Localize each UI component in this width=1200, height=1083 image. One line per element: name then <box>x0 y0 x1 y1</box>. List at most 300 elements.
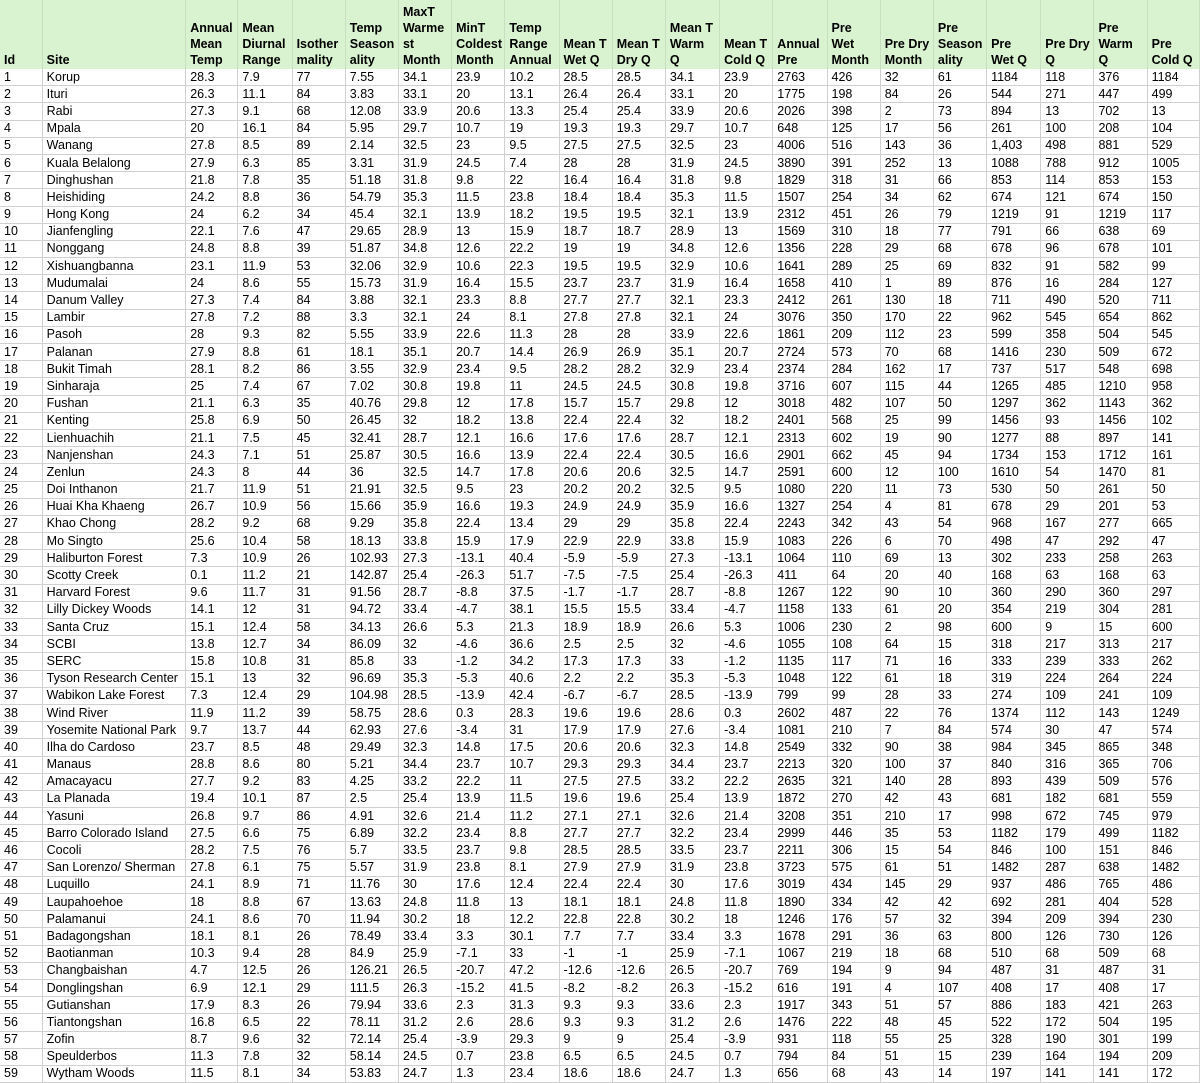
table-cell: 32.06 <box>345 258 398 275</box>
table-cell: -4.7 <box>720 601 773 618</box>
table-cell: 24 <box>186 275 238 292</box>
table-cell: 126 <box>1147 928 1199 945</box>
table-cell: 18.9 <box>559 619 612 636</box>
table-cell: 32.41 <box>345 429 398 446</box>
table-cell: 35 <box>0 653 42 670</box>
table-cell: 26 <box>0 498 42 515</box>
table-cell: 71 <box>880 653 933 670</box>
table-cell: 26 <box>292 550 345 567</box>
table-cell: 9 <box>559 1031 612 1048</box>
table-cell: 167 <box>1041 515 1094 532</box>
table-cell: 485 <box>1041 378 1094 395</box>
table-cell: 69 <box>1147 223 1199 240</box>
table-cell: 1775 <box>773 86 827 103</box>
table-cell: 1267 <box>773 584 827 601</box>
table-cell: 32.3 <box>665 739 719 756</box>
table-cell: 19.6 <box>559 704 612 721</box>
table-cell: 43 <box>880 1065 933 1082</box>
table-cell: 15.9 <box>452 533 505 550</box>
table-cell: 54 <box>933 515 986 532</box>
table-cell: 504 <box>1094 1014 1147 1031</box>
table-cell: 15.7 <box>612 395 665 412</box>
table-cell: 304 <box>1094 601 1147 618</box>
table-cell: -13.1 <box>452 550 505 567</box>
table-cell: 58.75 <box>345 704 398 721</box>
table-cell: 20 <box>452 86 505 103</box>
table-cell: 25.4 <box>398 567 451 584</box>
table-cell: 1064 <box>773 550 827 567</box>
table-cell: 1265 <box>987 378 1041 395</box>
table-cell: 112 <box>1041 704 1094 721</box>
table-cell: Mo Singto <box>42 533 186 550</box>
table-cell: 51 <box>292 447 345 464</box>
table-cell: 897 <box>1094 429 1147 446</box>
table-cell: 22.2 <box>505 240 559 257</box>
table-cell: -7.1 <box>452 945 505 962</box>
table-cell: 698 <box>1147 361 1199 378</box>
table-cell: 33 <box>505 945 559 962</box>
table-cell: 31 <box>0 584 42 601</box>
table-cell: 1416 <box>987 344 1041 361</box>
table-cell: 4 <box>0 120 42 137</box>
table-row <box>0 361 1200 378</box>
table-cell: 32.9 <box>665 258 719 275</box>
table-cell: 24.5 <box>398 1048 451 1065</box>
table-cell: 19.3 <box>559 120 612 137</box>
table-cell: 61 <box>880 601 933 618</box>
table-cell: 26 <box>292 997 345 1014</box>
table-cell: 32.1 <box>665 206 719 223</box>
table-cell: 28.3 <box>186 69 238 86</box>
table-cell: 8 <box>238 464 292 481</box>
table-cell: 3.88 <box>345 292 398 309</box>
table-cell: 26.8 <box>186 808 238 825</box>
table-cell: 3019 <box>773 876 827 893</box>
table-cell: 8.7 <box>186 1031 238 1048</box>
table-cell: 263 <box>1147 550 1199 567</box>
table-cell: 1006 <box>773 619 827 636</box>
table-cell: -3.4 <box>452 722 505 739</box>
table-cell: 50 <box>1147 481 1199 498</box>
table-cell: 27.7 <box>559 292 612 309</box>
table-cell: 33.9 <box>665 326 719 343</box>
table-cell: 32.5 <box>665 464 719 481</box>
table-cell: 94.72 <box>345 601 398 618</box>
table-cell: 4.91 <box>345 808 398 825</box>
table-row <box>0 928 1200 945</box>
table-cell: 143 <box>880 137 933 154</box>
table-cell: 34.8 <box>398 240 451 257</box>
table-cell: 121 <box>1041 189 1094 206</box>
table-cell: 10.7 <box>452 120 505 137</box>
table-cell: 25.4 <box>665 567 719 584</box>
table-cell: 498 <box>987 533 1041 550</box>
table-cell: 8.6 <box>238 756 292 773</box>
table-cell: 61 <box>880 670 933 687</box>
table-cell: 15.66 <box>345 498 398 515</box>
table-cell: 89 <box>933 275 986 292</box>
table-cell: 334 <box>827 894 880 911</box>
table-cell: Tyson Research Center <box>42 670 186 687</box>
table-cell: 421 <box>1094 997 1147 1014</box>
table-cell: 33.5 <box>665 842 719 859</box>
table-cell: 1476 <box>773 1014 827 1031</box>
table-cell: 8.8 <box>505 825 559 842</box>
table-cell: 681 <box>1094 790 1147 807</box>
table-cell: 281 <box>1041 894 1094 911</box>
table-cell: 30 <box>665 876 719 893</box>
table-cell: -26.3 <box>452 567 505 584</box>
table-row <box>0 137 1200 154</box>
table-cell: 21 <box>0 412 42 429</box>
table-cell: 32 <box>933 911 986 928</box>
table-cell: 18.1 <box>186 928 238 945</box>
table-cell: 42 <box>880 894 933 911</box>
table-cell: 58 <box>292 619 345 636</box>
table-cell: 446 <box>827 825 880 842</box>
table-cell: 2026 <box>773 103 827 120</box>
table-cell: 23.8 <box>452 859 505 876</box>
table-cell: 13.63 <box>345 894 398 911</box>
table-cell: 239 <box>987 1048 1041 1065</box>
table-cell: 702 <box>1094 103 1147 120</box>
table-cell: 16 <box>1041 275 1094 292</box>
table-cell: Palanan <box>42 344 186 361</box>
table-cell: 411 <box>773 567 827 584</box>
table-cell: 261 <box>827 292 880 309</box>
table-cell: 141 <box>1041 1065 1094 1082</box>
table-cell: La Planada <box>42 790 186 807</box>
table-cell: 310 <box>827 223 880 240</box>
table-cell: 9.7 <box>186 722 238 739</box>
table-cell: 301 <box>1094 1031 1147 1048</box>
table-cell: 59 <box>0 1065 42 1082</box>
table-cell: 28.5 <box>612 69 665 86</box>
table-cell: 22 <box>292 1014 345 1031</box>
table-cell: 894 <box>987 103 1041 120</box>
table-cell: 447 <box>1094 86 1147 103</box>
table-cell: 56 <box>933 120 986 137</box>
table-cell: 89 <box>292 137 345 154</box>
table-cell: 19.5 <box>559 206 612 223</box>
table-row <box>0 859 1200 876</box>
table-cell: Wytham Woods <box>42 1065 186 1082</box>
table-cell: 133 <box>827 601 880 618</box>
table-cell: 24 <box>720 309 773 326</box>
table-cell: 53.83 <box>345 1065 398 1082</box>
table-row <box>0 997 1200 1014</box>
table-cell: 3.31 <box>345 154 398 171</box>
table-cell: 10.9 <box>238 550 292 567</box>
table-cell: 316 <box>1041 756 1094 773</box>
table-cell: 12.2 <box>505 911 559 928</box>
table-cell: 32.1 <box>665 309 719 326</box>
table-cell: 32 <box>0 601 42 618</box>
table-cell: 302 <box>987 550 1041 567</box>
table-cell: 343 <box>827 997 880 1014</box>
table-cell: 3.3 <box>452 928 505 945</box>
table-cell: -7.1 <box>720 945 773 962</box>
table-cell: 30.2 <box>665 911 719 928</box>
table-cell: 26.5 <box>398 962 451 979</box>
table-cell: 9.5 <box>452 481 505 498</box>
column-header: Pre Season ality <box>933 0 986 69</box>
table-cell: 1327 <box>773 498 827 515</box>
table-cell: 15.7 <box>559 395 612 412</box>
table-cell: 28 <box>292 945 345 962</box>
table-cell: 25 <box>880 412 933 429</box>
table-cell: 20 <box>186 120 238 137</box>
table-cell: 28.8 <box>186 756 238 773</box>
table-cell: 33 <box>398 653 451 670</box>
table-cell: -8.8 <box>452 584 505 601</box>
table-cell: 12.08 <box>345 103 398 120</box>
table-cell: 24.5 <box>720 154 773 171</box>
table-cell: 51.87 <box>345 240 398 257</box>
table-cell: 191 <box>827 979 880 996</box>
table-cell: 27.5 <box>186 825 238 842</box>
table-row <box>0 636 1200 653</box>
table-cell: 58 <box>0 1048 42 1065</box>
table-cell: 516 <box>827 137 880 154</box>
table-cell: 18.1 <box>612 894 665 911</box>
table-cell: 45 <box>933 1014 986 1031</box>
table-cell: Manaus <box>42 756 186 773</box>
table-cell: 318 <box>987 636 1041 653</box>
table-cell: 1456 <box>987 412 1041 429</box>
table-cell: 7 <box>880 722 933 739</box>
table-cell: 20.6 <box>452 103 505 120</box>
header-row <box>0 0 1200 69</box>
table-cell: 22 <box>0 429 42 446</box>
table-cell: 7.4 <box>505 154 559 171</box>
table-cell: 912 <box>1094 154 1147 171</box>
table-cell: 9 <box>0 206 42 223</box>
table-cell: 11.94 <box>345 911 398 928</box>
table-cell: 23 <box>933 326 986 343</box>
table-cell: 13 <box>933 550 986 567</box>
table-cell: 1081 <box>773 722 827 739</box>
table-cell: 3208 <box>773 808 827 825</box>
table-cell: 12.6 <box>452 240 505 257</box>
table-cell: 16 <box>933 653 986 670</box>
table-cell: Xishuangbanna <box>42 258 186 275</box>
table-cell: 79.94 <box>345 997 398 1014</box>
table-cell: 893 <box>987 773 1041 790</box>
table-cell: 99 <box>827 687 880 704</box>
table-cell: 11.7 <box>238 584 292 601</box>
table-cell: 50 <box>1041 481 1094 498</box>
table-cell: 44 <box>933 378 986 395</box>
table-row <box>0 447 1200 464</box>
table-cell: Nonggang <box>42 240 186 257</box>
table-cell: 31 <box>292 584 345 601</box>
table-cell: 33.5 <box>398 842 451 859</box>
table-cell: 33 <box>665 653 719 670</box>
table-cell: 678 <box>987 498 1041 515</box>
table-cell: 23.4 <box>720 825 773 842</box>
table-cell: 846 <box>987 842 1041 859</box>
table-cell: 33.9 <box>665 103 719 120</box>
table-cell: 127 <box>1147 275 1199 292</box>
table-cell: 51 <box>880 997 933 1014</box>
table-cell: 20.6 <box>612 464 665 481</box>
table-cell: 13 <box>1147 103 1199 120</box>
table-cell: 107 <box>880 395 933 412</box>
table-cell: 86 <box>292 361 345 378</box>
table-cell: 15.9 <box>505 223 559 240</box>
table-cell: 21.91 <box>345 481 398 498</box>
table-row <box>0 1031 1200 1048</box>
table-cell: 51.18 <box>345 172 398 189</box>
table-cell: 25.8 <box>186 412 238 429</box>
table-row <box>0 481 1200 498</box>
table-cell: 287 <box>1041 859 1094 876</box>
table-cell: 1219 <box>1094 206 1147 223</box>
table-cell: 730 <box>1094 928 1147 945</box>
table-cell: 6.3 <box>238 154 292 171</box>
table-cell: 35 <box>292 172 345 189</box>
table-cell: 10 <box>933 584 986 601</box>
table-row <box>0 103 1200 120</box>
table-cell: 23 <box>505 481 559 498</box>
table-cell: 1055 <box>773 636 827 653</box>
table-cell: 34 <box>292 636 345 653</box>
table-cell: 342 <box>827 515 880 532</box>
table-cell: 18.1 <box>559 894 612 911</box>
table-cell: 209 <box>1041 911 1094 928</box>
table-cell: 15.8 <box>186 653 238 670</box>
table-cell: 11.76 <box>345 876 398 893</box>
table-cell: 19 <box>559 240 612 257</box>
table-cell: 25.6 <box>186 533 238 550</box>
table-cell: 70 <box>880 344 933 361</box>
table-cell: 8.8 <box>238 189 292 206</box>
table-cell: 2374 <box>773 361 827 378</box>
table-cell: 25 <box>186 378 238 395</box>
table-cell: 34 <box>292 206 345 223</box>
table-cell: 0.7 <box>720 1048 773 1065</box>
table-cell: 33.2 <box>398 773 451 790</box>
table-cell: 26.7 <box>186 498 238 515</box>
table-cell: 576 <box>1147 773 1199 790</box>
table-cell: 8.8 <box>238 894 292 911</box>
table-cell: 3716 <box>773 378 827 395</box>
table-cell: 81 <box>1147 464 1199 481</box>
table-cell: 100 <box>880 756 933 773</box>
table-cell: 35 <box>880 825 933 842</box>
table-cell: 68 <box>933 344 986 361</box>
table-row <box>0 378 1200 395</box>
table-cell: 517 <box>1041 361 1094 378</box>
table-cell: 31.9 <box>398 859 451 876</box>
table-cell: 11.8 <box>720 894 773 911</box>
table-cell: 1.3 <box>452 1065 505 1082</box>
table-cell: 2549 <box>773 739 827 756</box>
table-cell: 886 <box>987 997 1041 1014</box>
table-cell: 13.8 <box>186 636 238 653</box>
table-cell: 544 <box>987 86 1041 103</box>
table-cell: 32.9 <box>398 361 451 378</box>
table-cell: 69 <box>880 550 933 567</box>
table-cell: 27.5 <box>559 137 612 154</box>
table-cell: 104 <box>1147 120 1199 137</box>
table-cell: 114 <box>1041 172 1094 189</box>
table-cell: 1005 <box>1147 154 1199 171</box>
table-cell: 3890 <box>773 154 827 171</box>
table-cell: 37 <box>933 756 986 773</box>
table-cell: 434 <box>827 876 880 893</box>
table-cell: 32 <box>398 636 451 653</box>
table-cell: 1 <box>0 69 42 86</box>
table-cell: 17.6 <box>612 429 665 446</box>
table-cell: 46 <box>0 842 42 859</box>
table-cell: 31.9 <box>398 154 451 171</box>
table-cell: 33.4 <box>665 928 719 945</box>
table-cell: 6.9 <box>186 979 238 996</box>
table-cell: -20.7 <box>452 962 505 979</box>
table-cell: 36.6 <box>505 636 559 653</box>
table-cell: 42 <box>880 790 933 807</box>
table-cell: -1.7 <box>612 584 665 601</box>
table-cell: 32.5 <box>398 481 451 498</box>
table-cell: 1067 <box>773 945 827 962</box>
table-cell: 6.2 <box>238 206 292 223</box>
table-cell: 22.3 <box>505 258 559 275</box>
table-cell: Luquillo <box>42 876 186 893</box>
table-cell: 529 <box>1147 137 1199 154</box>
table-cell: 54 <box>933 842 986 859</box>
table-cell: 209 <box>1147 1048 1199 1065</box>
table-cell: 29.3 <box>505 1031 559 1048</box>
table-cell: 153 <box>1147 172 1199 189</box>
table-cell: 2724 <box>773 344 827 361</box>
table-cell: 1507 <box>773 189 827 206</box>
table-cell: 4 <box>880 498 933 515</box>
table-cell: 1184 <box>987 69 1041 86</box>
table-cell: 230 <box>1041 344 1094 361</box>
column-header: Mean T Dry Q <box>612 0 665 69</box>
table-cell: 8.1 <box>238 928 292 945</box>
table-cell: 23.1 <box>186 258 238 275</box>
table-cell: 2.5 <box>559 636 612 653</box>
table-cell: 29.7 <box>665 120 719 137</box>
table-cell: 9.6 <box>186 584 238 601</box>
table-cell: 376 <box>1094 69 1147 86</box>
table-cell: 23.9 <box>452 69 505 86</box>
table-cell: 21.4 <box>720 808 773 825</box>
table-row <box>0 894 1200 911</box>
table-cell: 599 <box>987 326 1041 343</box>
table-cell: -7.5 <box>612 567 665 584</box>
table-cell: 36 <box>345 464 398 481</box>
table-cell: 88 <box>292 309 345 326</box>
table-cell: 28.5 <box>665 687 719 704</box>
table-cell: 8.3 <box>238 997 292 1014</box>
table-cell: 853 <box>987 172 1041 189</box>
table-cell: 2 <box>880 619 933 636</box>
table-cell: 426 <box>827 69 880 86</box>
table-cell: 101 <box>1147 240 1199 257</box>
table-cell: 9 <box>612 1031 665 1048</box>
table-cell: -13.9 <box>720 687 773 704</box>
table-cell: 14.7 <box>452 464 505 481</box>
table-cell: 13.9 <box>452 206 505 223</box>
table-cell: 794 <box>773 1048 827 1065</box>
table-cell: 183 <box>1041 997 1094 1014</box>
table-cell: 32 <box>292 670 345 687</box>
table-body <box>0 69 1200 1083</box>
